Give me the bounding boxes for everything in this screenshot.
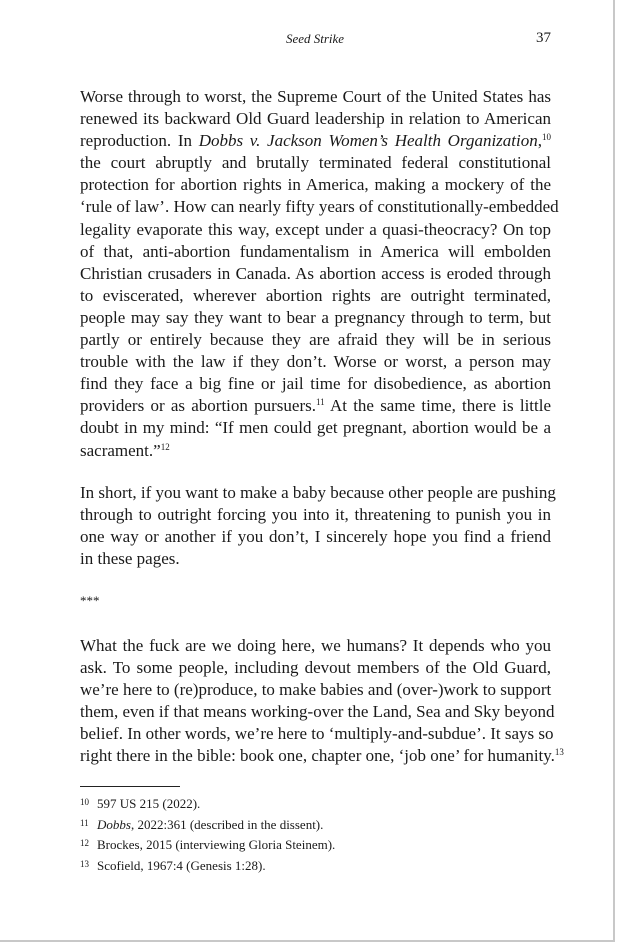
footnote-reference[interactable]: 12 xyxy=(160,441,170,452)
text-run: one way or another if you don’t, I sincerely hope you find a friend xyxy=(80,526,551,546)
footnote-number: 10 xyxy=(80,797,89,807)
text-run: trouble with the law if they don’t. Worse or worst, a person may xyxy=(80,352,551,372)
text-line xyxy=(80,174,551,196)
text-line xyxy=(80,723,554,745)
text-run: in these pages. xyxy=(80,548,180,568)
footnotes xyxy=(80,793,335,875)
section-separator: *** xyxy=(80,592,100,608)
text-run: providers or as abortion pursuers. xyxy=(80,396,316,416)
text-line xyxy=(80,526,551,548)
text-run: In short, if you want to make a baby because other people are pushing xyxy=(80,482,556,502)
text-line xyxy=(80,745,564,767)
footnote-number: 12 xyxy=(80,838,89,849)
text-run: find they face a big fine or jail time for disobedience, as abortion xyxy=(80,374,551,394)
text-run: ‘rule of law’. How can nearly fifty years of constitutionally-embedded xyxy=(80,197,559,217)
footnote-rule xyxy=(80,786,180,787)
text-run: What the fuck are we doing here, we humans? It depends who you xyxy=(80,635,551,655)
text-line xyxy=(80,417,551,439)
text-run: through to outright forcing you into it, threatening to punish you in xyxy=(80,504,551,524)
text-run: we’re here to (re)produce, to make babies and (over-)work to support xyxy=(80,680,552,700)
text-run: protection for abortion rights in America, making a mockery of the xyxy=(80,175,551,195)
paragraph xyxy=(80,86,559,462)
footnote xyxy=(80,855,335,876)
footnote xyxy=(80,834,335,855)
text-line xyxy=(80,196,559,218)
paragraph xyxy=(80,635,564,768)
footnote-reference[interactable]: 10 xyxy=(541,132,551,143)
text-line xyxy=(80,657,551,679)
text-run: to eviscerated, wherever abortion rights are outright terminated, xyxy=(80,285,551,305)
paragraph-group xyxy=(80,86,559,570)
text-line xyxy=(80,307,551,329)
page-number: 37 xyxy=(536,30,551,46)
text-run: right there in the bible: book one, chapter one, ‘job one’ for humanity. xyxy=(80,746,555,766)
text-line xyxy=(80,635,551,657)
text-run: Scofield, 1967:4 (Genesis 1:28). xyxy=(97,857,266,873)
text-run: reproduction. In xyxy=(80,131,199,151)
text-line xyxy=(80,86,551,108)
text-line xyxy=(80,241,551,263)
text-line xyxy=(80,329,551,351)
text-run: renewed its backward Old Guard leadership in relation to American xyxy=(80,109,551,129)
text-line xyxy=(80,263,551,285)
text-line xyxy=(80,351,551,373)
text-run: , 2022:361 (described in the dissent). xyxy=(130,816,324,832)
text-run: the court abruptly and brutally terminated federal constitutional xyxy=(80,153,551,173)
text-run: Worse through to worst, the Supreme Court of the United States has xyxy=(80,87,551,106)
text-run: Christian crusaders in Canada. As abortion access is eroded through xyxy=(80,263,551,283)
text-run: legality evaporate this way, except under a quasi-theocracy? On top xyxy=(80,219,551,239)
text-line xyxy=(80,152,551,174)
text-line xyxy=(80,395,551,417)
text-run: 597 US 215 (2022). xyxy=(97,796,201,811)
italic-text: Dobbs v. Jackson Women’s Health Organization xyxy=(198,131,538,151)
text-line xyxy=(80,548,551,570)
text-run: of that, anti-abortion fundamentalism in America will embolden xyxy=(80,241,551,261)
text-line xyxy=(80,679,551,701)
text-line xyxy=(80,440,551,462)
running-title: Seed Strike xyxy=(285,31,345,46)
text-run: , xyxy=(537,131,542,151)
text-line xyxy=(80,482,556,504)
footnote xyxy=(80,814,335,835)
footnote-number: 11 xyxy=(80,817,89,828)
footnote-reference[interactable]: 13 xyxy=(554,747,564,758)
text-run: At the same time, there is little xyxy=(324,396,552,416)
text-run: Brockes, 2015 (interviewing Gloria Steinem). xyxy=(97,837,336,853)
paragraph xyxy=(80,482,556,570)
text-run: doubt in my mind: “If men could get pregnant, abortion would be a xyxy=(80,418,551,438)
text-line xyxy=(80,130,551,152)
text-line xyxy=(80,285,551,307)
footnote-number: 13 xyxy=(80,858,89,869)
paragraph-group xyxy=(80,635,564,768)
body-text xyxy=(80,86,564,788)
text-run: sacrament.” xyxy=(80,440,161,460)
footnote xyxy=(80,793,335,814)
text-run: them, even if that means working-over the Land, Sea and Sky beyond xyxy=(80,702,555,722)
footnote-reference[interactable]: 11 xyxy=(315,397,325,408)
text-run: partly or entirely because they are afraid they will be in serious xyxy=(80,330,551,350)
text-line xyxy=(80,701,555,723)
text-run: people may say they want to bear a pregnancy through to term, but xyxy=(80,307,551,327)
text-run: belief. In other words, we’re here to ‘multiply-and-subdue’. It says so xyxy=(80,724,554,744)
text-run: ask. To some people, including devout members of the Old Guard, xyxy=(80,658,551,678)
text-line xyxy=(80,373,551,395)
italic-text: Dobbs xyxy=(97,816,131,832)
text-line xyxy=(80,219,551,241)
text-line xyxy=(80,108,551,130)
text-line xyxy=(80,504,551,526)
